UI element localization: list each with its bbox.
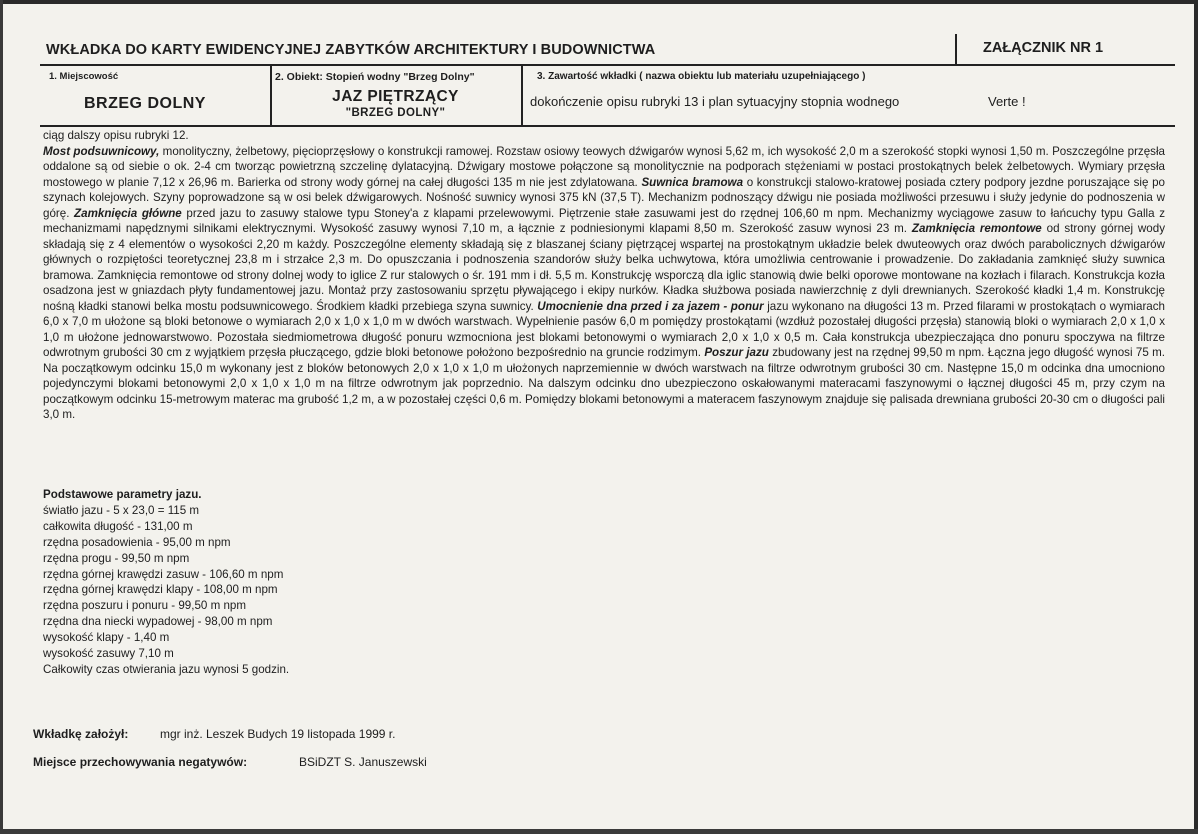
keyword-zamkniecia-remontowe: Zamknięcia remontowe — [911, 222, 1042, 235]
field-divider-2 — [521, 65, 523, 126]
card-edge-top — [0, 0, 1198, 4]
parameter-item: wysokość zasuwy 7,10 m — [43, 647, 174, 661]
annex-number: ZAŁĄCZNIK NR 1 — [983, 40, 1104, 56]
keyword-poszur: Poszur jazu — [704, 346, 769, 359]
object-label: 2. Obiekt: Stopień wodny "Brzeg Dolny" — [275, 71, 475, 83]
object-value-main: JAZ PIĘTRZĄCY — [332, 88, 459, 105]
parameters-section — [43, 487, 289, 678]
description-body — [43, 128, 1165, 423]
description-text: jazu wykonano na długości 13 m. Przed filarami w prostokątach o wymiarach 6,0 x 7,0 m ułożone są bloki betonowe o wymiarach 2,0 x 1,0 x 1,0 m w dwóch warstwach. Wypełnienie pasów 6,0 m pomiędzy prostokątami (wzdłuż pozostałej długości przęsła) stanowią bloki o wymiarach 2,0 x 1,0 x 1,0 m ułożone jednowarstwowo. Pozostała siedmiometrowa długość ponuru wzmocniona jest blokami betonowymi o wymiarach 2,0 x 1,0 x 0,5 m. Cała konstrukcja ubezpieczająca dno ponuru spoczywa na filtrze odwrotnym grubości 30 cm z wyjątkiem przęsła płuczącego, gdzie bloki betonowe położono bezpośrednio na gruncie rodzimym. — [43, 299, 1165, 359]
card-edge-bottom — [0, 829, 1198, 834]
description-text: o konstrukcji stalowo-kratowej posiada cztery podpory jezdne poruszające się po szynach kolejowych. Szyny poprowadzone są w osi belek dźwigarowych. Nośność suwnicy wynosi 375 kN (37,5 T). Mechanizm podnoszący dźwigu nie posiada możliwości przesuwu i służy jedynie do podnoszenia w górę. — [43, 175, 1165, 220]
header-rule-top — [40, 64, 1175, 66]
locality-label: 1. Miejscowość — [49, 71, 119, 82]
card-edge-left — [0, 0, 3, 834]
description-text: przed jazu to zasuwy stalowe typu Stoney'a z klapami przelewowymi. Piętrzenie stałe zasuwami jest do rzędnej 106,60 m npm. Mechanizmy wyciągowe zasuw to łańcuchy typu Galla z mechanizmami napędznymi silnikami elektrycznymi. Wysokość zasuwy wynosi 7,10 m, a łącznie z podniesionymi klapami 8,50 m. Szerokość zasuw wynosi 23 m. — [43, 206, 1165, 235]
parameter-item: rzędna posadowienia - 95,00 m npm — [43, 535, 231, 549]
parameter-item: rzędna górnej krawędzi zasuw - 106,60 m npm — [43, 567, 284, 581]
parameter-item: rzędna poszuru i ponuru - 99,50 m npm — [43, 599, 247, 613]
keyword-suwnica: Suwnica bramowa — [641, 175, 744, 189]
card-edge-right — [1194, 0, 1198, 834]
founder-label: Wkładkę założył: — [33, 727, 129, 741]
parameters-title: Podstawowe parametry jazu. — [43, 488, 202, 501]
object-value-sub: "BRZEG DOLNY" — [345, 107, 446, 119]
locality-value: BRZEG DOLNY — [84, 95, 206, 112]
parameter-item: Całkowity czas otwierania jazu wynosi 5 godzin. — [43, 662, 290, 676]
header-rule-bottom — [40, 125, 1175, 127]
parameter-item: całkowita długość - 131,00 m — [43, 519, 193, 533]
contents-value: dokończenie opisu rubryki 13 i plan sytuacyjny stopnia wodnego — [530, 94, 900, 109]
parameter-item: światło jazu - 5 x 23,0 = 115 m — [43, 503, 200, 517]
keyword-umocnienie: Umocnienie dna przed i za jazem - ponur — [537, 299, 764, 313]
parameter-item: rzędna dna niecki wypadowej - 98,00 m npm — [43, 615, 273, 629]
contents-label: 3. Zawartość wkładki ( nazwa obiektu lub materiału uzupełniającego ) — [537, 71, 866, 82]
keyword-most: Most podsuwnicowy, — [43, 144, 160, 158]
keyword-zamkniecia-glowne: Zamknięcia główne — [74, 206, 182, 220]
description-text: od strony górnej wody składają się z 4 elementów o wysokości 2,20 m każdy. Poszczególne elementy składają się z blaszanej ściany piętrzącej wspartej na prostokątnym układzie belek dwuteowych oraz dwóch parabolicznych dźwigarów głównych o rozpiętości teoretycznej 23,8 m i strzałce 2,3 m. Do opuszczania i podnoszenia szandorów służy belka uchwytowa, która umożliwia centrowanie i prowadzenie. Do zakładania zamknięć służy suwnica bramowa. Zamknięcia remontowe od strony dolnej wody to iglice Z rur stalowych o śr. 191 mm i dł. 5,5 m. Konstrukcję wsporczą dla iglic stanowią dwie belki oporowe montowane na kozłach i filarach. Konstrukcja kozła osadzona jest w gniazdach płyty fundamentowej jazu. Montaż przy zastosowaniu sprzętu pływającego i ekipy nurków. Kładka służbowa posiada nawierzchnię z dyli drewnianych. Szerokość kładki 1,4 m. Konstrukcję nośną kładki stanowi belka mostu podsuwnicowego. Środkiem kładki przebiega szyna suwnicy. — [43, 222, 1165, 313]
parameter-item: rzędna górnej krawędzi klapy - 108,00 m npm — [43, 583, 278, 597]
negatives-value: BSiDZT S. Januszewski — [299, 755, 427, 769]
description-lead: ciąg dalszy opisu rubryki 12. — [43, 129, 189, 142]
parameter-item: wysokość klapy - 1,40 m — [43, 631, 170, 645]
description-text: zbudowany jest na rzędnej 99,50 m npm. Łączna jego długość wynosi 75 m. Na początkowym odcinku 15,0 m wykonany jest z bloków betonowych 2,0 x 1,0 x 1,0 m ułożonych naprzemiennie w dwóch warstwach na filtrze odwrotnym grubości 30 cm. Następne 15,0 m odcinka dna umocniono pojedynczymi blokami betonowymi 2,0 x 1,0 x 1,0 m na filtrze odwrotnym jak poprzednio. Na dalszym odcinku dno ubezpieczono oskałowanymi materacami faszynowymi o łącznej długości 45 m, przy czym na początkowym odcinku 15-metrowym materac ma grubość 1,2 m, a w pozostałej części 0,6 m. Pomiędzy blokami betonowymi a materacem faszynowym znajduje się palisada drewniana grubości 20-30 cm o długości pali 3,0 m. — [43, 346, 1165, 421]
negatives-label: Miejsce przechowywania negatywów: — [33, 755, 248, 769]
card-title: WKŁADKA DO KARTY EWIDENCYJNEJ ZABYTKÓW ARCHITEKTURY I BUDOWNICTWA — [46, 42, 656, 58]
verte-note: Verte ! — [988, 94, 1026, 109]
description-text: monolityczny, żelbetowy, pięcioprzęsłowy o konstrukcji ramowej. Rozstaw osiowy teowych dźwigarów wynosi 5,62 m, ich wysokość 2,0 m a szerokość stopki wynosi 1,50 m. Poszczególne przęsła oddalone są od siebie o ok. 2-4 cm tworząc powietrzną szczelinę dylatacyjną. Dźwigary mostowe połączone są monolitycznie na podporach stężeniami w postaci prostokątnych belek żelbetowych. Wymiary przęsła mostowego w planie 7,12 x 26,96 m. Barierka od strony wody górnej na całej długości 135 m nie jest zdylatowana. — [43, 144, 1165, 189]
parameter-item: rzędna progu - 99,50 m npm — [43, 551, 190, 565]
founder-value: mgr inż. Leszek Budych 19 listopada 1999 r. — [160, 727, 396, 741]
header-divider — [955, 34, 957, 64]
